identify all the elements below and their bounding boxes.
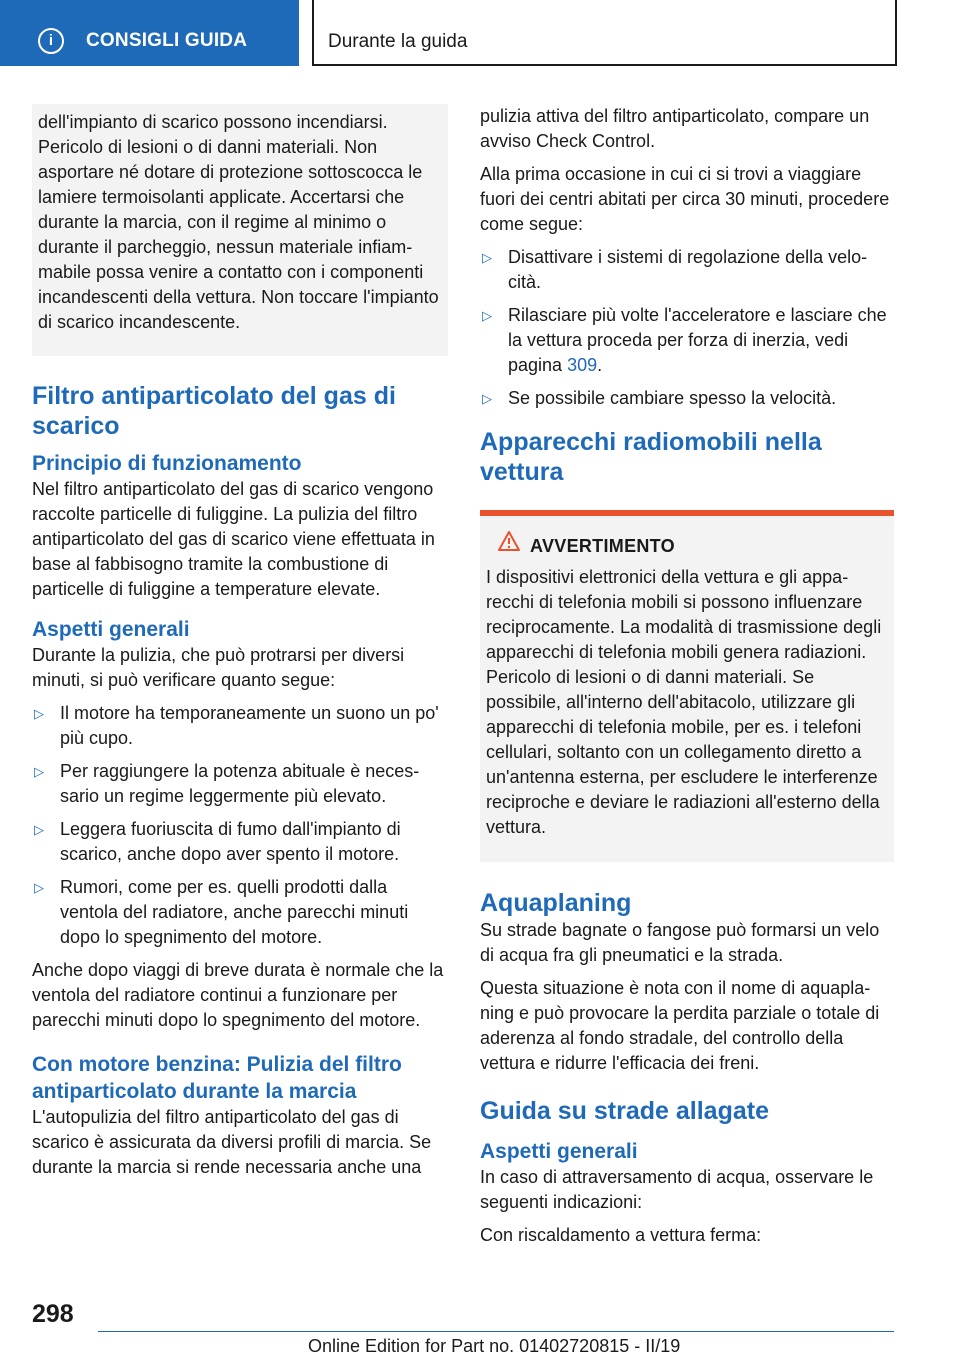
text-general: Durante la pulizia, che può protrarsi per diversi minuti, si può verificare quanto segue: [32,645,405,690]
triangle-bullet-icon: ▷ [34,822,44,837]
text-first-occasion: Alla prima occasione in cui ci si trovi a viaggiare fuori dei centri abitati per circa 30 minuti, procedere come segue: [480,164,890,234]
footer-divider [98,1331,894,1332]
warning-text: I dispositivi elettronici della vettura e gli apparecchi di telefonia mobili si possono influenzare reciprocamente. La modalità di trasmissione degli apparecchi di telefonia mobili genera radiazioni. Pericolo di lesioni o di danni materiali. Se possibile, all'interno dell'abitacolo, utilizzare gli apparecchi di telefonia mobile, per es. i telefoni cellulari, soltanto con un collegamento diretto a un'antenna esterna, per escludere le interferenze reciproche e deviare le radiazioni all'esterno della vettura. [486,567,882,837]
heading-principle: Principio di funzionamento [32,452,302,475]
info-icon: i [38,28,64,54]
list-item: ▷ Rilasciare più volte l'acceleratore e lasciare che la vettura proceda per forza di inerzia, vedi pagina 309. [482,305,887,375]
heading-radio: Apparecchi radiomobili nella vettura [480,428,822,486]
heading-flood-general: Aspetti generali [480,1140,638,1163]
warning-box [480,510,894,862]
text-principle: Nel filtro antiparticolato del gas di scarico vengono raccolte particelle di fuliggine. La pulizia del filtro antiparticolato del gas di scarico viene effettuata in base al fabbisogno tramite la combustione di particelle di fuliggine a temperature elevate. [32,479,435,599]
intro-note-box [32,104,448,356]
section-header [312,0,897,66]
chapter-label: CONSIGLI GUIDA [86,30,248,51]
right-column [480,104,894,1256]
text-petrol: L'autopulizia del filtro antiparticolato del gas di scarico è assicurata da diversi profili di marcia. Se durante la marcia si rende necessaria anche una [32,1107,432,1177]
list-general [32,701,448,950]
list-item: ▷ Rumori, come per es. quelli prodotti dalla ventola del radiatore, anche parecchi minuti dopo lo spegnimento del motore. [34,877,409,947]
triangle-bullet-icon: ▷ [34,764,44,779]
heading-filter: Filtro antiparticolato del gas di scarico [32,382,396,440]
warning-title: AVVERTIMENTO [486,534,886,559]
page-link[interactable]: 309 [567,355,598,375]
text-flood-1: In caso di attraversamento di acqua, osservare le seguenti indicazioni: [480,1167,874,1212]
text-flood-2: Con riscaldamento a vettura ferma: [480,1225,762,1245]
intro-note-text: dell'impianto di scarico possono incendiarsi. Pericolo di lesioni o di danni materiali. Non asportare né dotare di protezione sottoscocca le lamiere termoisolanti applicate. Accertarsi che durante la marcia, con il regime al minimo o durante il parcheggio, nessun materiale infiammabile possa venire a contatto con i componenti incandescenti della vettura. Non toccare l'impianto di scarico incandescente. [38,112,439,332]
heading-aquaplaning: Aquaplaning [480,889,632,917]
text-aqua-1: Su strade bagnate o fangose può formarsi un velo di acqua fra gli pneumatici e la strada. [480,920,880,965]
heading-general: Aspetti generali [32,618,190,641]
triangle-bullet-icon: ▷ [34,880,44,895]
text-continued: pulizia attiva del filtro antiparticolato, compare un avviso Check Control. [480,106,870,151]
left-column [32,104,448,1188]
footer-edition: Online Edition for Part no. 01402720815 - II/19 [308,1336,681,1356]
list-item: ▷ Per raggiungere la potenza abituale è necessario un regime leggermente più elevato. [34,761,420,806]
section-label: Durante la guida [328,31,468,52]
heading-petrol: Con motore benzina: Pulizia del filtro antiparticolato durante la marcia [32,1053,402,1103]
list-item: ▷ Disattivare i sistemi di regolazione della velocità. [482,247,868,292]
chapter-tab [0,0,299,66]
triangle-bullet-icon: ▷ [34,706,44,721]
triangle-bullet-icon: ▷ [482,308,492,323]
heading-flooded: Guida su strade allagate [480,1097,769,1125]
list-steps [480,245,894,411]
list-item: ▷ Il motore ha temporaneamente un suono un po' più cupo. [34,703,439,748]
triangle-bullet-icon: ▷ [482,250,492,265]
text-after: Anche dopo viaggi di breve durata è normale che la ventola del radiatore continui a funzionare per parecchi minuti dopo lo spegnimento del motore. [32,960,444,1030]
triangle-bullet-icon: ▷ [482,391,492,406]
list-item: ▷ Se possibile cambiare spesso la velocità. [480,386,894,411]
list-item: ▷ Leggera fuoriuscita di fumo dall'impianto di scarico, anche dopo aver spento il motore. [34,819,401,864]
warning-triangle-icon [498,531,520,558]
text-aqua-2: Questa situazione è nota con il nome di aquaplaning e può provocare la perdita parziale o totale di aderenza al fondo stradale, del controllo della vettura e ridurre l'efficacia dei freni. [480,978,880,1073]
page-number: 298 [32,1300,74,1328]
